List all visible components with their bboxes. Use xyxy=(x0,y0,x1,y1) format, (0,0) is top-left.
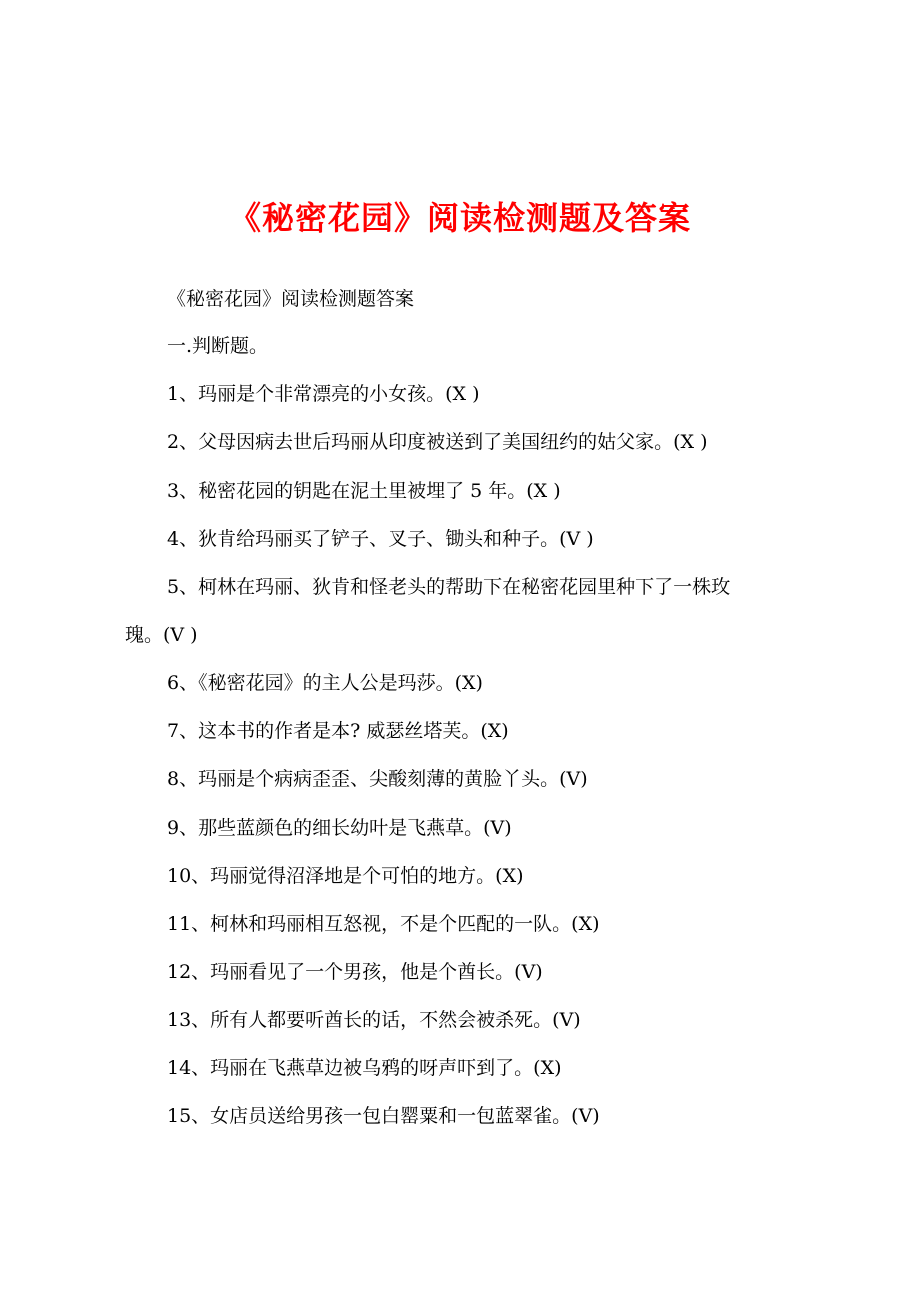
question-item-4: 4、狄肯给玛丽买了铲子、叉子、锄头和种子。(V ) xyxy=(167,528,594,550)
question-item-5-continued: 瑰。(V ) xyxy=(125,624,198,646)
question-item-6: 6、《秘密花园》的主人公是玛莎。(X) xyxy=(167,672,483,694)
question-item-12: 12、玛丽看见了一个男孩，他是个酋长。(V) xyxy=(167,961,543,983)
question-item-9: 9、那些蓝颜色的细长幼叶是飞燕草。(V) xyxy=(167,817,512,839)
question-item-14: 14、玛丽在飞燕草边被乌鸦的呀声吓到了。(X) xyxy=(167,1057,562,1079)
section-heading: 一.判断题。 xyxy=(167,335,269,357)
question-item-11: 11、柯林和玛丽相互怒视，不是个匹配的一队。(X) xyxy=(167,913,600,935)
question-item-2: 2、父母因病去世后玛丽从印度被送到了美国纽约的姑父家。(X ) xyxy=(167,431,708,453)
subtitle: 《秘密花园》阅读检测题答案 xyxy=(167,288,415,310)
question-item-1: 1、玛丽是个非常漂亮的小女孩。(X ) xyxy=(167,383,480,405)
question-item-13: 13、所有人都要听酋长的话，不然会被杀死。(V) xyxy=(167,1009,581,1031)
document-title: 《秘密花园》阅读检测题及答案 xyxy=(228,199,691,237)
question-item-10: 10、玛丽觉得沼泽地是个可怕的地方。(X) xyxy=(167,865,524,887)
question-item-15: 15、女店员送给男孩一包白罂粟和一包蓝翠雀。(V) xyxy=(167,1105,600,1127)
question-item-5: 5、柯林在玛丽、狄肯和怪老头的帮助下在秘密花园里种下了一株玫 xyxy=(167,576,731,598)
question-item-7: 7、这本书的作者是本? 威瑟丝塔芙。(X) xyxy=(167,720,509,742)
question-item-8: 8、玛丽是个病病歪歪、尖酸刻薄的黄脸丫头。(V) xyxy=(167,768,588,790)
question-item-3: 3、秘密花园的钥匙在泥土里被埋了 5 年。(X ) xyxy=(167,480,561,502)
